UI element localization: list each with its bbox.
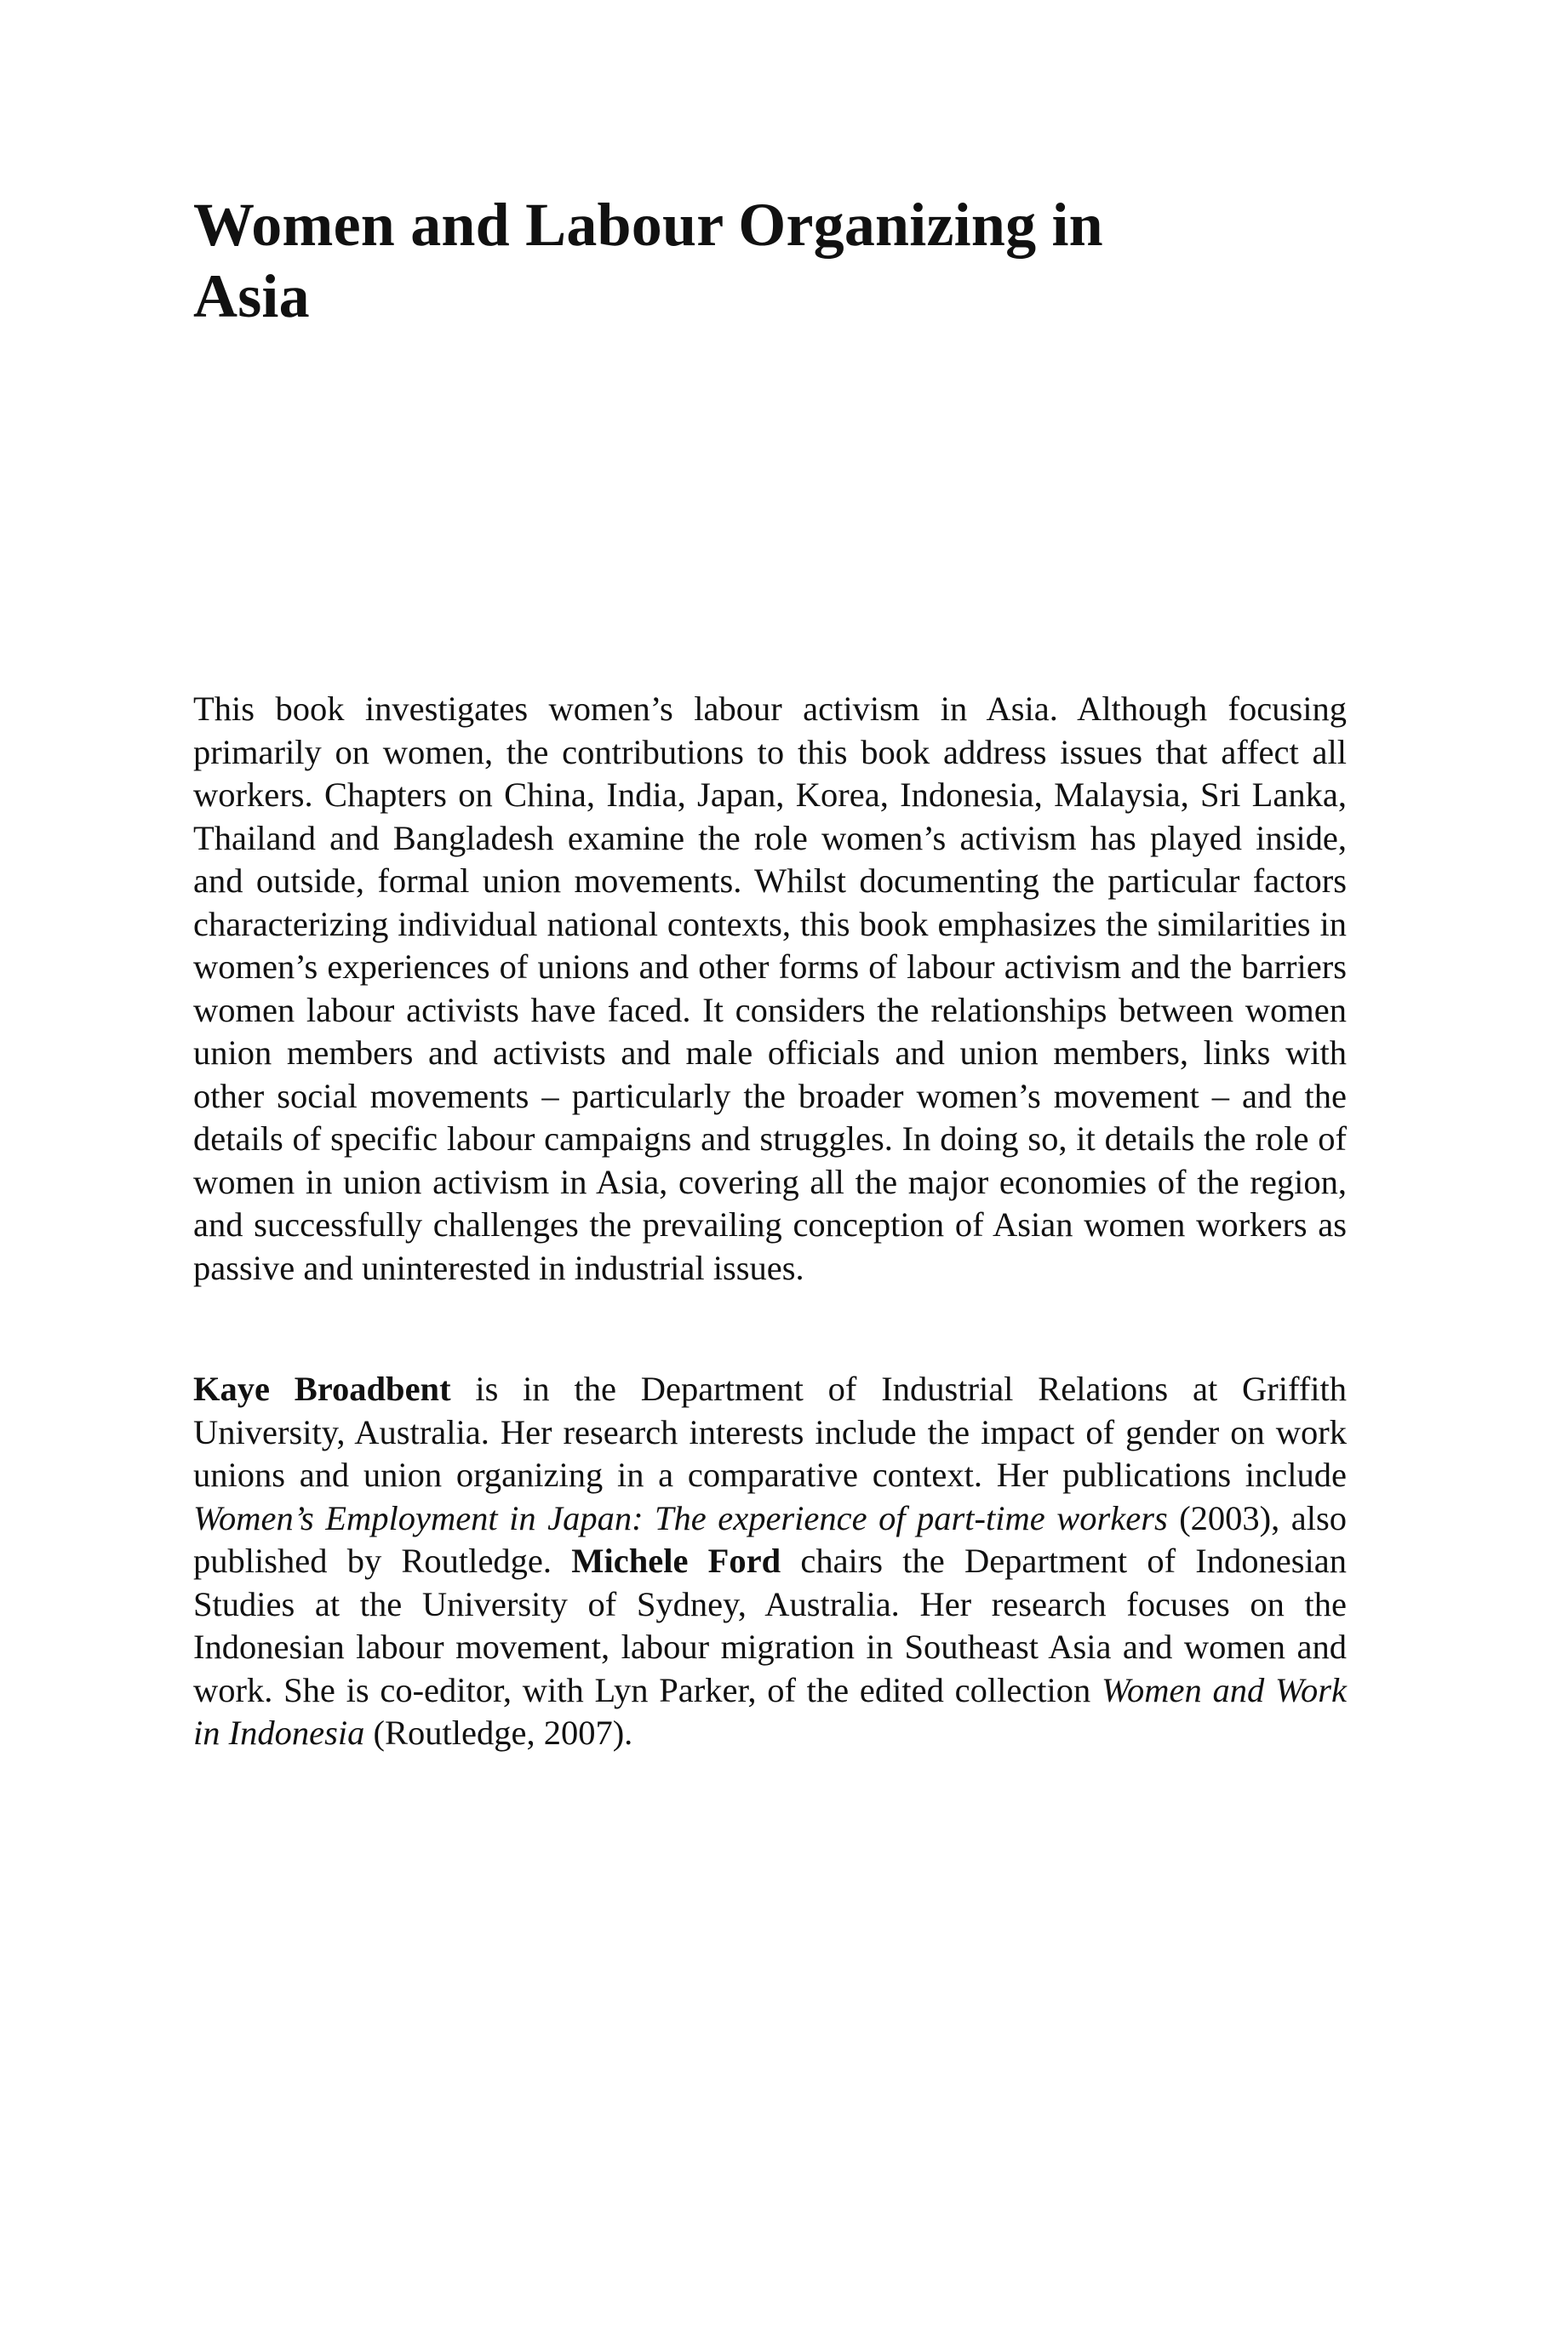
book-reference-title: Women’s Employment in Japan: The experience of part-time workers — [193, 1498, 1168, 1537]
author-name-kaye-broadbent: Kaye Broadbent — [193, 1370, 451, 1408]
book-title — [193, 189, 1257, 332]
author-bio-text: chairs the Department of Indonesian Studies at the University of Sydney, Australia. Her research focuses on the Indonesian labour movement, labour migration in Southeast Asia and women and work. She is co-editor, with Lyn Parker, of the edited collection — [193, 1542, 1347, 1709]
book-description: This book investigates women’s labour activism in Asia. Although focusing primarily on women, the contributions to this book address issues that affect all workers. Chapters on China, India, Japan, Korea, Indonesia, Malaysia, Sri Lanka, Thailand and Bangladesh examine the role women’s activism has played inside, and outside, formal union movements. Whilst documenting the particular factors characterizing individual national contexts, this book emphasizes the similarities in women’s experiences of unions and other forms of labour activism and the barriers women labour activists have faced. It considers the relationships between women union members and activists and male officials and union members, links with other social movements – particularly the broader women’s movement – and the details of specific labour campaigns and struggles. In doing so, it details the role of women in union activism in Asia, covering all the major economies of the region, and successfully challenges the prevailing conception of Asian women workers as passive and uninterested in industrial issues. — [193, 690, 1347, 1287]
author-bio-text: is in the Department of Industrial Relations at Griffith University, Australia. Her research interests include the impact of gender on work unions and union organizing in a comparative context. Her publications include — [193, 1370, 1347, 1494]
book-title-line-1: Women and Labour Organizing in — [193, 191, 1103, 259]
author-biographies — [193, 1368, 1347, 1755]
author-bio-text: (2003), also published by Routledge. — [193, 1498, 1347, 1580]
book-reference-title: Women and Work in Indonesia — [193, 1670, 1348, 1752]
author-bio-text: (Routledge, 2007). — [364, 1714, 633, 1752]
book-title-line-2: Asia — [193, 262, 310, 330]
author-name-michele-ford: Michele Ford — [571, 1542, 781, 1580]
